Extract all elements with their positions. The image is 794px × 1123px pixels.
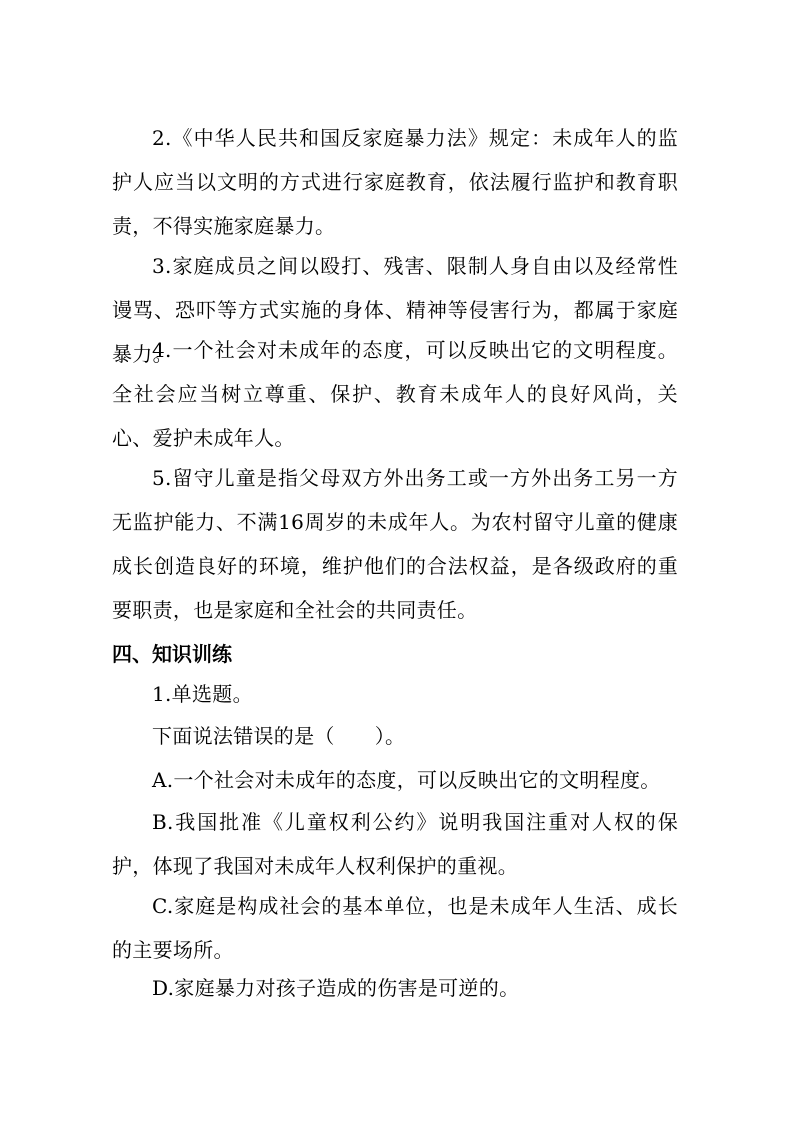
question-stem-after: ）。 (374, 724, 406, 748)
paragraph-2: 2.《中华人民共和国反家庭暴力法》规定：未成年人的监护人应当以文明的方式进行家庭教育，依法履行监护和教育职责，不得实施家庭暴力。 (112, 126, 678, 238)
question-type-label: 1.单选题。 (152, 682, 253, 706)
question-stem (112, 714, 678, 758)
paragraph-4: 4.一个社会对未成年的态度，可以反映出它的文明程度。全社会应当树立尊重、保护、教育未成年人的良好风尚，关心、爱护未成年人。 (112, 338, 678, 450)
option-c: C.家庭是构成社会的基本单位，也是未成年人生活、成长的主要场所。 (112, 894, 678, 962)
paragraph-5: 5.留守儿童是指父母双方外出务工或一方外出务工另一方无监护能力、不满16周岁的未成年人。为农村留守儿童的健康成长创造良好的环境，维护他们的合法权益，是各级政府的重要职责，也是家庭和全社会的共同责任。 (112, 466, 678, 622)
option-b: B.我国批准《儿童权利公约》说明我国注重对人权的保护，体现了我国对未成年人权利保护的重视。 (112, 810, 678, 878)
option-a: A.一个社会对未成年的态度，可以反映出它的文明程度。 (152, 768, 661, 792)
option-d: D.家庭暴力对孩子造成的伤害是可逆的。 (152, 976, 520, 1000)
question-stem-before: 下面说法错误的是（ (152, 724, 335, 748)
section-heading: 四、知识训练 (112, 642, 232, 666)
paragraph-3: 3.家庭成员之间以殴打、残害、限制人身自由以及经常性谩骂、恐吓等方式实施的身体、精神等侵害行为，都属于家庭暴力。 (112, 254, 678, 366)
